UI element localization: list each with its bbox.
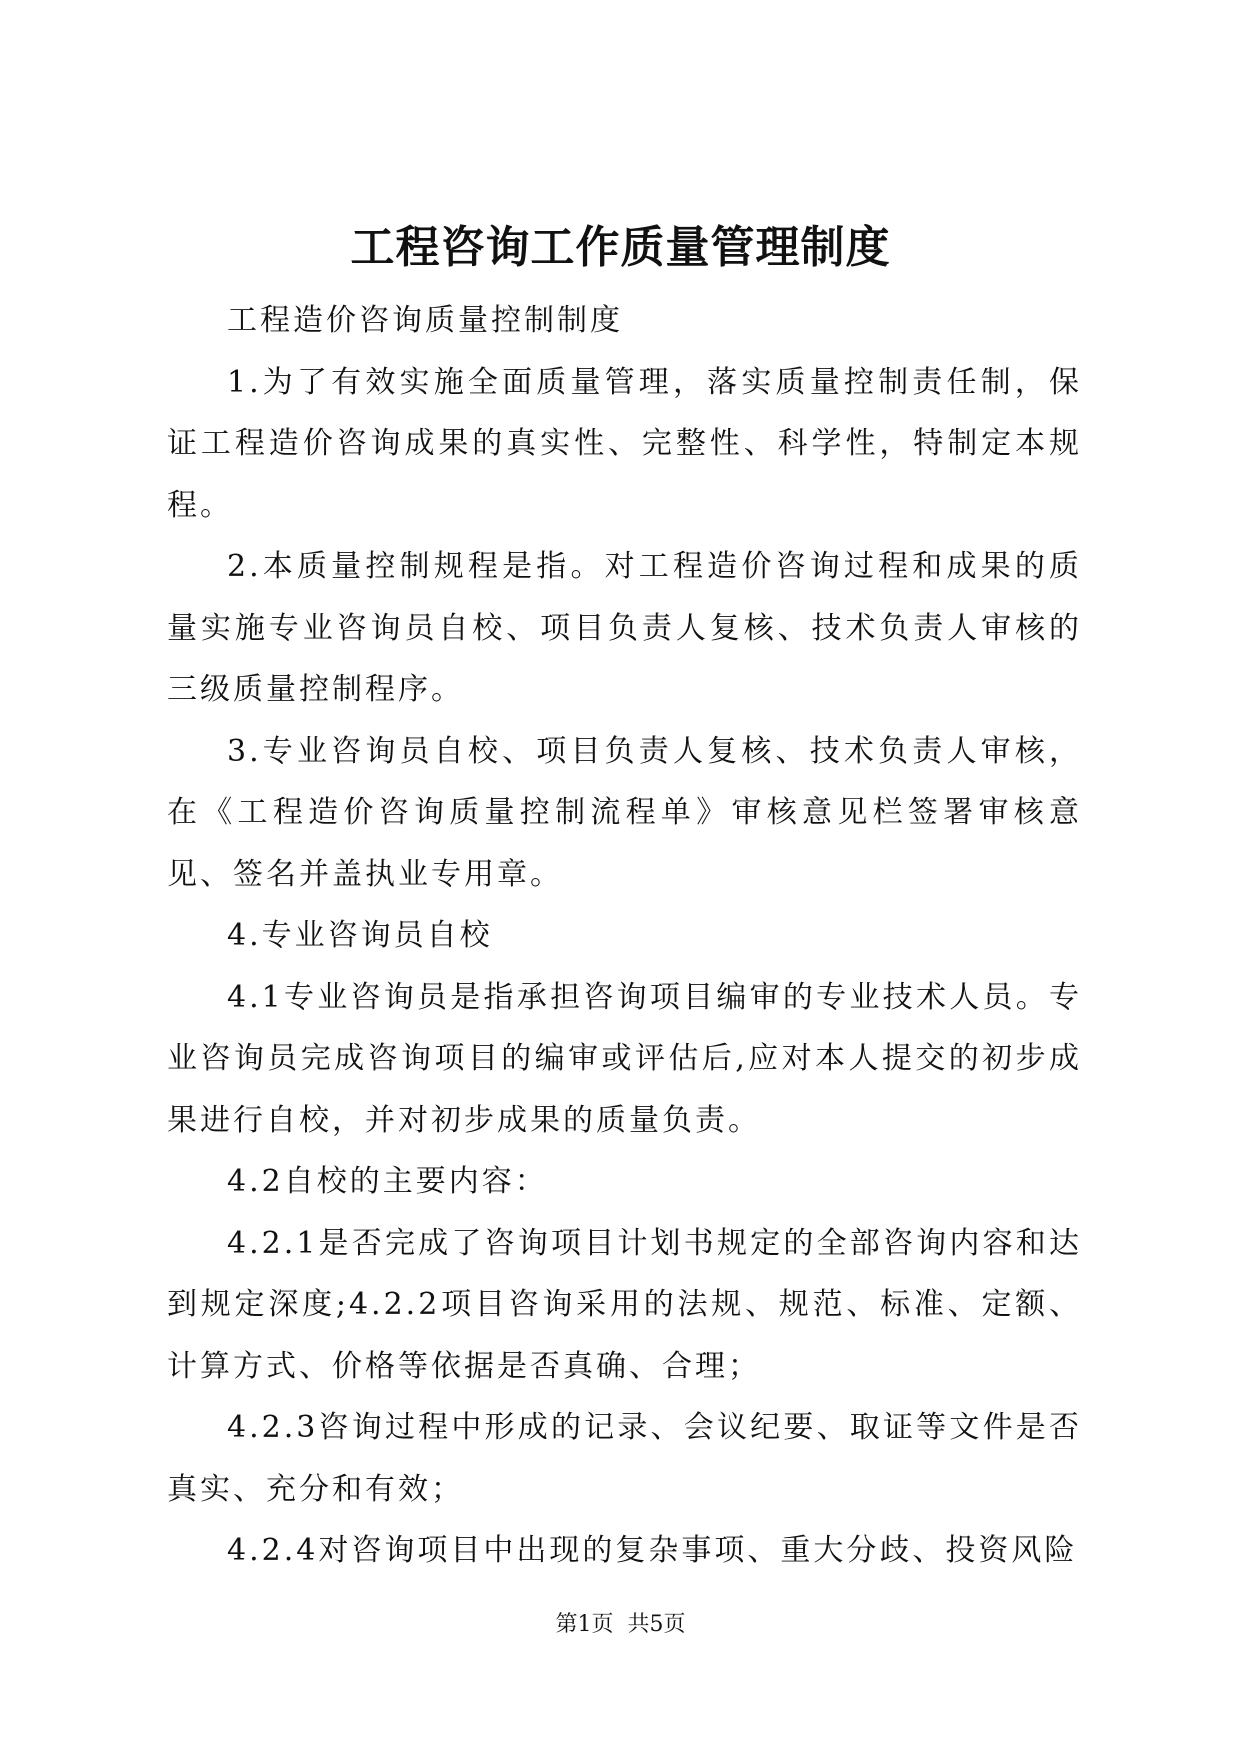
paragraph-4-2: 4.2自校的主要内容： <box>227 1164 548 1199</box>
paragraph-4-2-3: 4.2.3咨询过程中形成的记录、会议纪要、取证等文件是否真实、充分和有效； <box>167 1410 1082 1507</box>
paragraph-3: 3.专业咨询员自校、项目负责人复核、技术负责人审核，在《工程造价咨询质量控制流程单》审核意见栏签署审核意见、签名并盖执业专用章。 <box>167 733 1082 892</box>
page-number: 第1页 <box>555 1612 614 1637</box>
page-title: 工程咨询工作质量管理制度 <box>350 222 891 273</box>
paragraph-4-2-1: 4.2.1是否完成了咨询项目计划书规定的全部咨询内容和达到规定深度;4.2.2项目咨询采用的法规、规范、标准、定额、计算方式、价格等依据是否真确、合理； <box>167 1225 1082 1384</box>
paragraph-2: 2.本质量控制规程是指。对工程造价咨询过程和成果的质量实施专业咨询员自校、项目负责人复核、技术负责人审核的三级质量控制程序。 <box>167 549 1082 707</box>
document-body <box>167 290 1082 1582</box>
paragraph-4: 4.专业咨询员自校 <box>227 918 493 953</box>
page-footer <box>0 1610 1241 1640</box>
subtitle-paragraph: 工程造价咨询质量控制制度 <box>227 303 623 338</box>
paragraph-4-1: 4.1专业咨询员是指承担咨询项目编审的专业技术人员。专业咨询员完成咨询项目的编审或评估后,应对本人提交的初步成果进行自校，并对初步成果的质量负责。 <box>167 979 1082 1138</box>
paragraph-1: 1.为了有效实施全面质量管理，落实质量控制责任制，保证工程造价咨询成果的真实性、完整性、科学性，特制定本规程。 <box>167 364 1082 523</box>
page-total: 共5页 <box>627 1612 686 1637</box>
paragraph-4-2-4: 4.2.4对咨询项目中出现的复杂事项、重大分歧、投资风险 <box>227 1533 1078 1568</box>
